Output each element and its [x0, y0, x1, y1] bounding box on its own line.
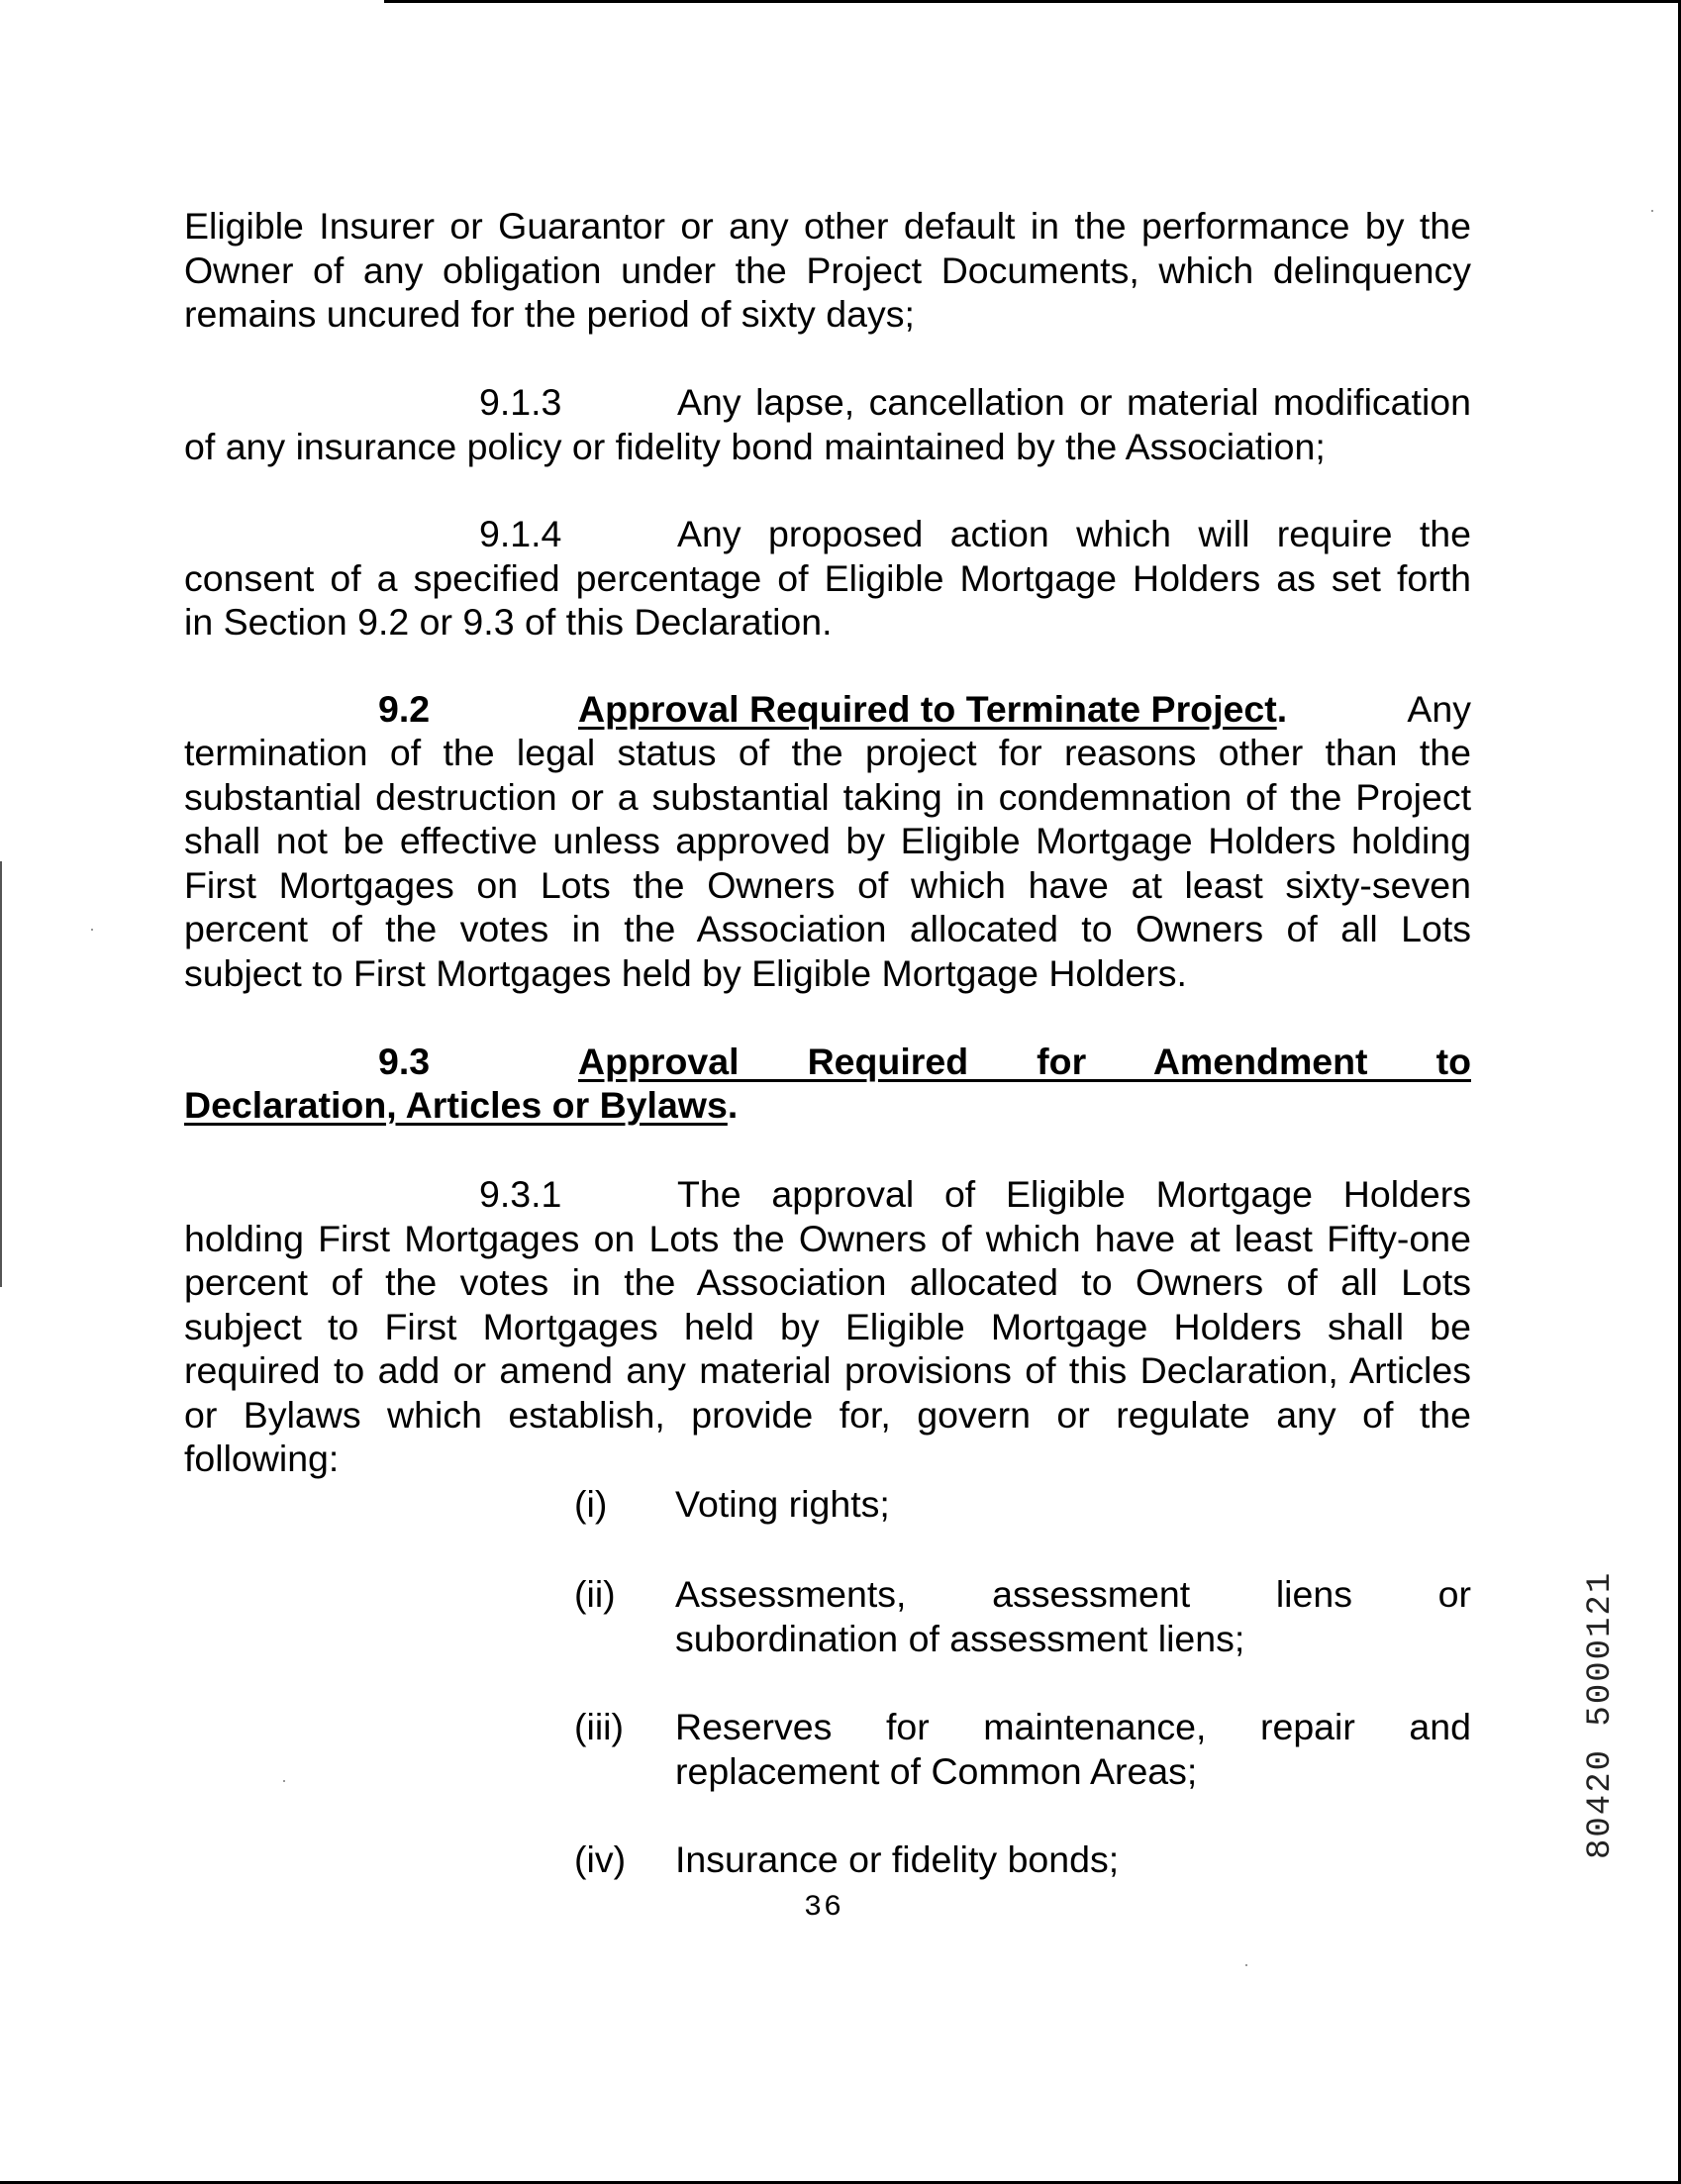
- scan-speck: [283, 1780, 285, 1782]
- scan-edge-left: [0, 861, 2, 1287]
- section-9-3-1-line-1: The approval of Eligible Mortgage Holders: [677, 1173, 1471, 1215]
- section-9-2-heading-period: .: [1276, 688, 1288, 730]
- section-9-3-1-number: 9.3.1: [479, 1173, 562, 1215]
- section-9-1-3-line-2: of any insurance policy or fidelity bond maintained by the Association;: [184, 425, 1326, 467]
- section-9-3-1-line-3: percent of the votes in the Association allocated to Owners of all Lots: [184, 1261, 1471, 1303]
- section-9-2-line-6: percent of the votes in the Association allocated to Owners of all Lots: [184, 908, 1471, 949]
- list-item-text: [675, 1482, 1471, 1527]
- list-item-text: [675, 1837, 1471, 1882]
- section-9-1-4: [184, 512, 1471, 645]
- section-9-2-heading: Approval Required to Terminate Project: [578, 688, 1277, 730]
- section-9-1-4-number: 9.1.4: [479, 513, 562, 554]
- section-9-3-heading-line-1: Approval Required for Amendment to: [578, 1041, 1471, 1082]
- section-9-1-3-number: 9.1.3: [479, 381, 562, 423]
- section-9-2-heading-line: [578, 687, 1471, 732]
- list-item-text: [675, 1705, 1471, 1793]
- bates-number: 80420 5000121: [1582, 1570, 1620, 1859]
- section-9-1-4-line-1: Any proposed action which will require the: [677, 513, 1471, 554]
- list-item-marker: (iii): [574, 1706, 624, 1747]
- section-9-3-1-line-4: subject to First Mortgages held by Eligible Mortgage Holders shall be: [184, 1305, 1471, 1347]
- intro-paragraph: [184, 204, 1471, 337]
- bates-stamp: [1582, 1570, 1641, 1859]
- list-item-line-1: Insurance or fidelity bonds;: [675, 1838, 1120, 1880]
- scan-speck: [1651, 210, 1653, 212]
- intro-line-2: Owner of any obligation under the Project Documents, which delinquency: [184, 248, 1471, 291]
- list-item-line-2: replacement of Common Areas;: [675, 1749, 1198, 1792]
- list-item-line-1: Reserves for maintenance, repair and: [675, 1706, 1471, 1747]
- list-item-marker: (iv): [574, 1838, 627, 1880]
- list-item-line-2: subordination of assessment liens;: [675, 1617, 1245, 1659]
- intro-line-3: remains uncured for the period of sixty days;: [184, 293, 915, 335]
- list-item-marker: (i): [574, 1483, 608, 1525]
- section-9-2-line-7: subject to First Mortgages held by Eligible Mortgage Holders.: [184, 951, 1187, 994]
- intro-line-1: Eligible Insurer or Guarantor or any other default in the performance by the: [184, 205, 1471, 247]
- list-item-marker: (ii): [574, 1573, 616, 1615]
- section-9-3-heading-line-2: Declaration, Articles or Bylaws: [184, 1084, 728, 1126]
- page-number: 36: [804, 1891, 844, 1925]
- section-9-3-heading-period: .: [727, 1084, 739, 1126]
- section-9-1-4-line-3: in Section 9.2 or 9.3 of this Declaration.: [184, 601, 833, 643]
- scan-speck: [91, 929, 93, 931]
- scan-speck: [1245, 1964, 1247, 1966]
- list-item-line-1: Assessments, assessment liens or: [675, 1573, 1471, 1615]
- section-9-2-line-3: substantial destruction or a substantial taking in condemnation of the Project: [184, 775, 1471, 818]
- section-9-1-3-line-1: Any lapse, cancellation or material modification: [677, 381, 1471, 423]
- section-9-3-heading-line-2-wrap: [184, 1083, 738, 1128]
- list-item-line-1: Voting rights;: [675, 1483, 890, 1525]
- section-9-2-body: [184, 731, 1471, 995]
- section-9-3-1: [184, 1172, 1471, 1481]
- section-9-2-line-2: termination of the legal status of the project for reasons other than the: [184, 732, 1471, 773]
- section-9-2-line-1-tail: Any: [1407, 688, 1471, 730]
- scan-edge-top: [384, 0, 1681, 3]
- section-9-1-4-line-2: consent of a specified percentage of Eligible Mortgage Holders as set forth: [184, 556, 1471, 599]
- section-9-3-number: 9.3: [378, 1041, 431, 1082]
- section-9-2-line-4: shall not be effective unless approved by Eligible Mortgage Holders holding: [184, 820, 1471, 861]
- section-9-3-1-line-5: required to add or amend any material provisions of this Declaration, Articles: [184, 1349, 1471, 1391]
- section-9-1-3: [184, 380, 1471, 468]
- section-9-3-1-line-7: following:: [184, 1438, 340, 1479]
- section-9-3-1-line-2: holding First Mortgages on Lots the Owners of which have at least Fifty-one: [184, 1217, 1471, 1259]
- list-item-text: [675, 1572, 1471, 1660]
- section-9-3-1-line-6: or Bylaws which establish, provide for, govern or regulate any of the: [184, 1393, 1471, 1436]
- section-9-2-line-5: First Mortgages on Lots the Owners of which have at least sixty-seven: [184, 863, 1471, 906]
- section-9-2-number: 9.2: [378, 688, 431, 730]
